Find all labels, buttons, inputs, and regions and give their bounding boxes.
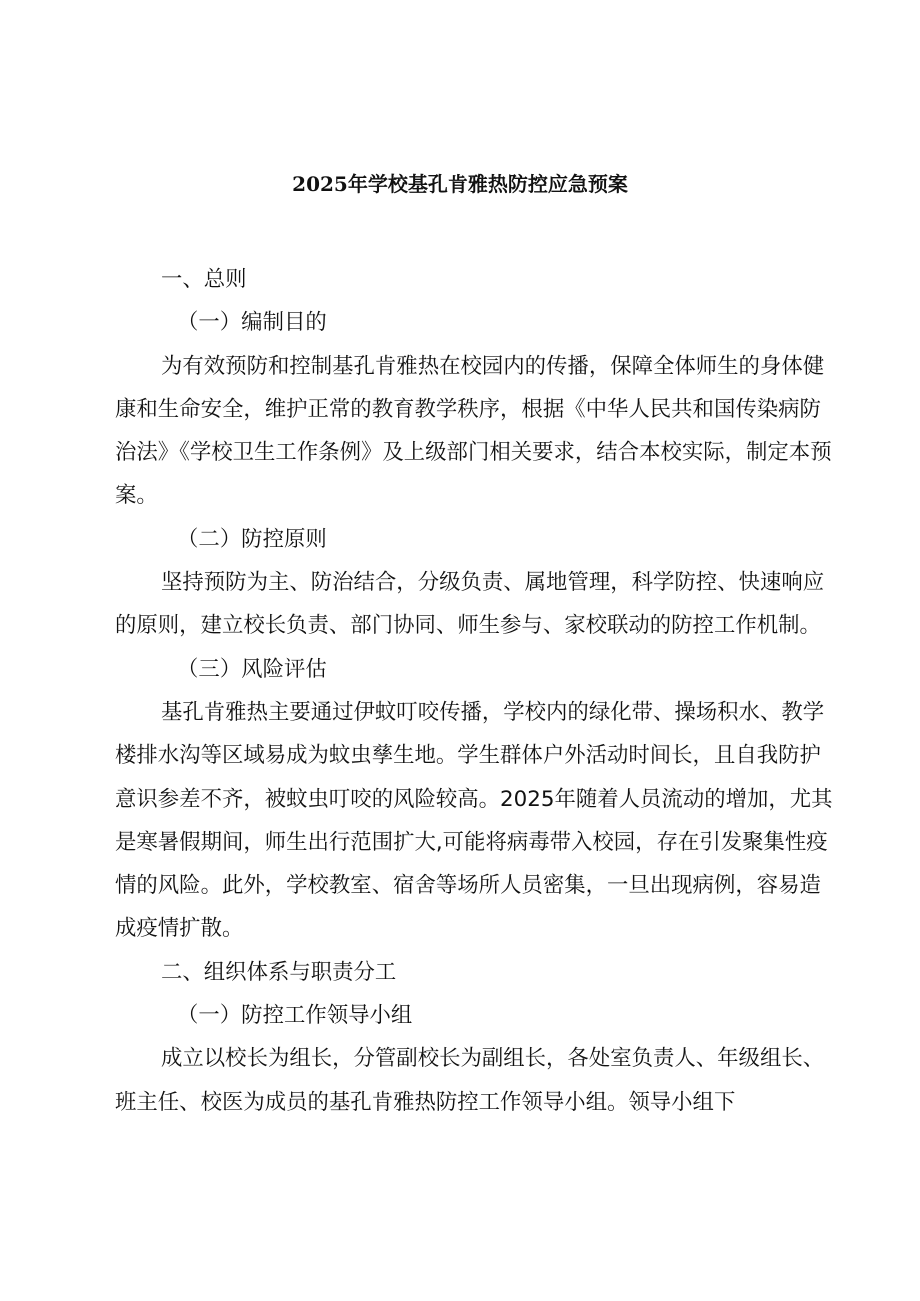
document-body [115,258,835,1124]
subheading-purpose: （一）编制目的 [177,310,327,336]
paragraph-principles: 坚持预防为主、防治结合，分级负责、属地管理，科学防控、快速响应的原则，建立校长负责、部门协同、师生参与、家校联动的防控工作机制。 [115,570,825,639]
paragraph-risk-assessment: 基孔肯雅热主要通过伊蚊叮咬传播，学校内的绿化带、操场积水、教学楼排水沟等区域易成为蚊虫孳生地。学生群体户外活动时间长，且自我防护意识参差不齐，被蚊虫叮咬的风险较高。2025年随着人员流动的增加，尤其是寒暑假期间，师生出行范围扩大,可能将病毒带入校园，存在引发聚集性疫情的风险。此外，学校教室、宿舍等场所人员密集，一旦出现病例，容易造成疫情扩散。 [115,699,833,942]
subheading-leadership-group: （一）防控工作领导小组 [177,1003,413,1029]
subheading-principles: （二）防控原则 [177,526,327,552]
section-heading-organization: 二、组织体系与职责分工 [161,959,397,985]
paragraph-purpose: 为有效预防和控制基孔肯雅热在校园内的传播，保障全体师生的身体健康和生命安全，维护正常的教育教学秩序，根据《中华人民共和国传染病防治法》《学校卫生工作条例》及上级部门相关要求，结合本校实际，制定本预案。 [115,353,832,509]
document-title: 2025年学校基孔肯雅热防控应急预案 [292,172,628,196]
section-heading-general: 一、总则 [161,267,247,292]
paragraph-leadership-group: 成立以校长为组长，分管副校长为副组长，各处室负责人、年级组长、班主任、校医为成员的基孔肯雅热防控工作领导小组。领导小组下 [115,1046,825,1115]
subheading-risk-assessment: （三）风险评估 [177,656,327,682]
